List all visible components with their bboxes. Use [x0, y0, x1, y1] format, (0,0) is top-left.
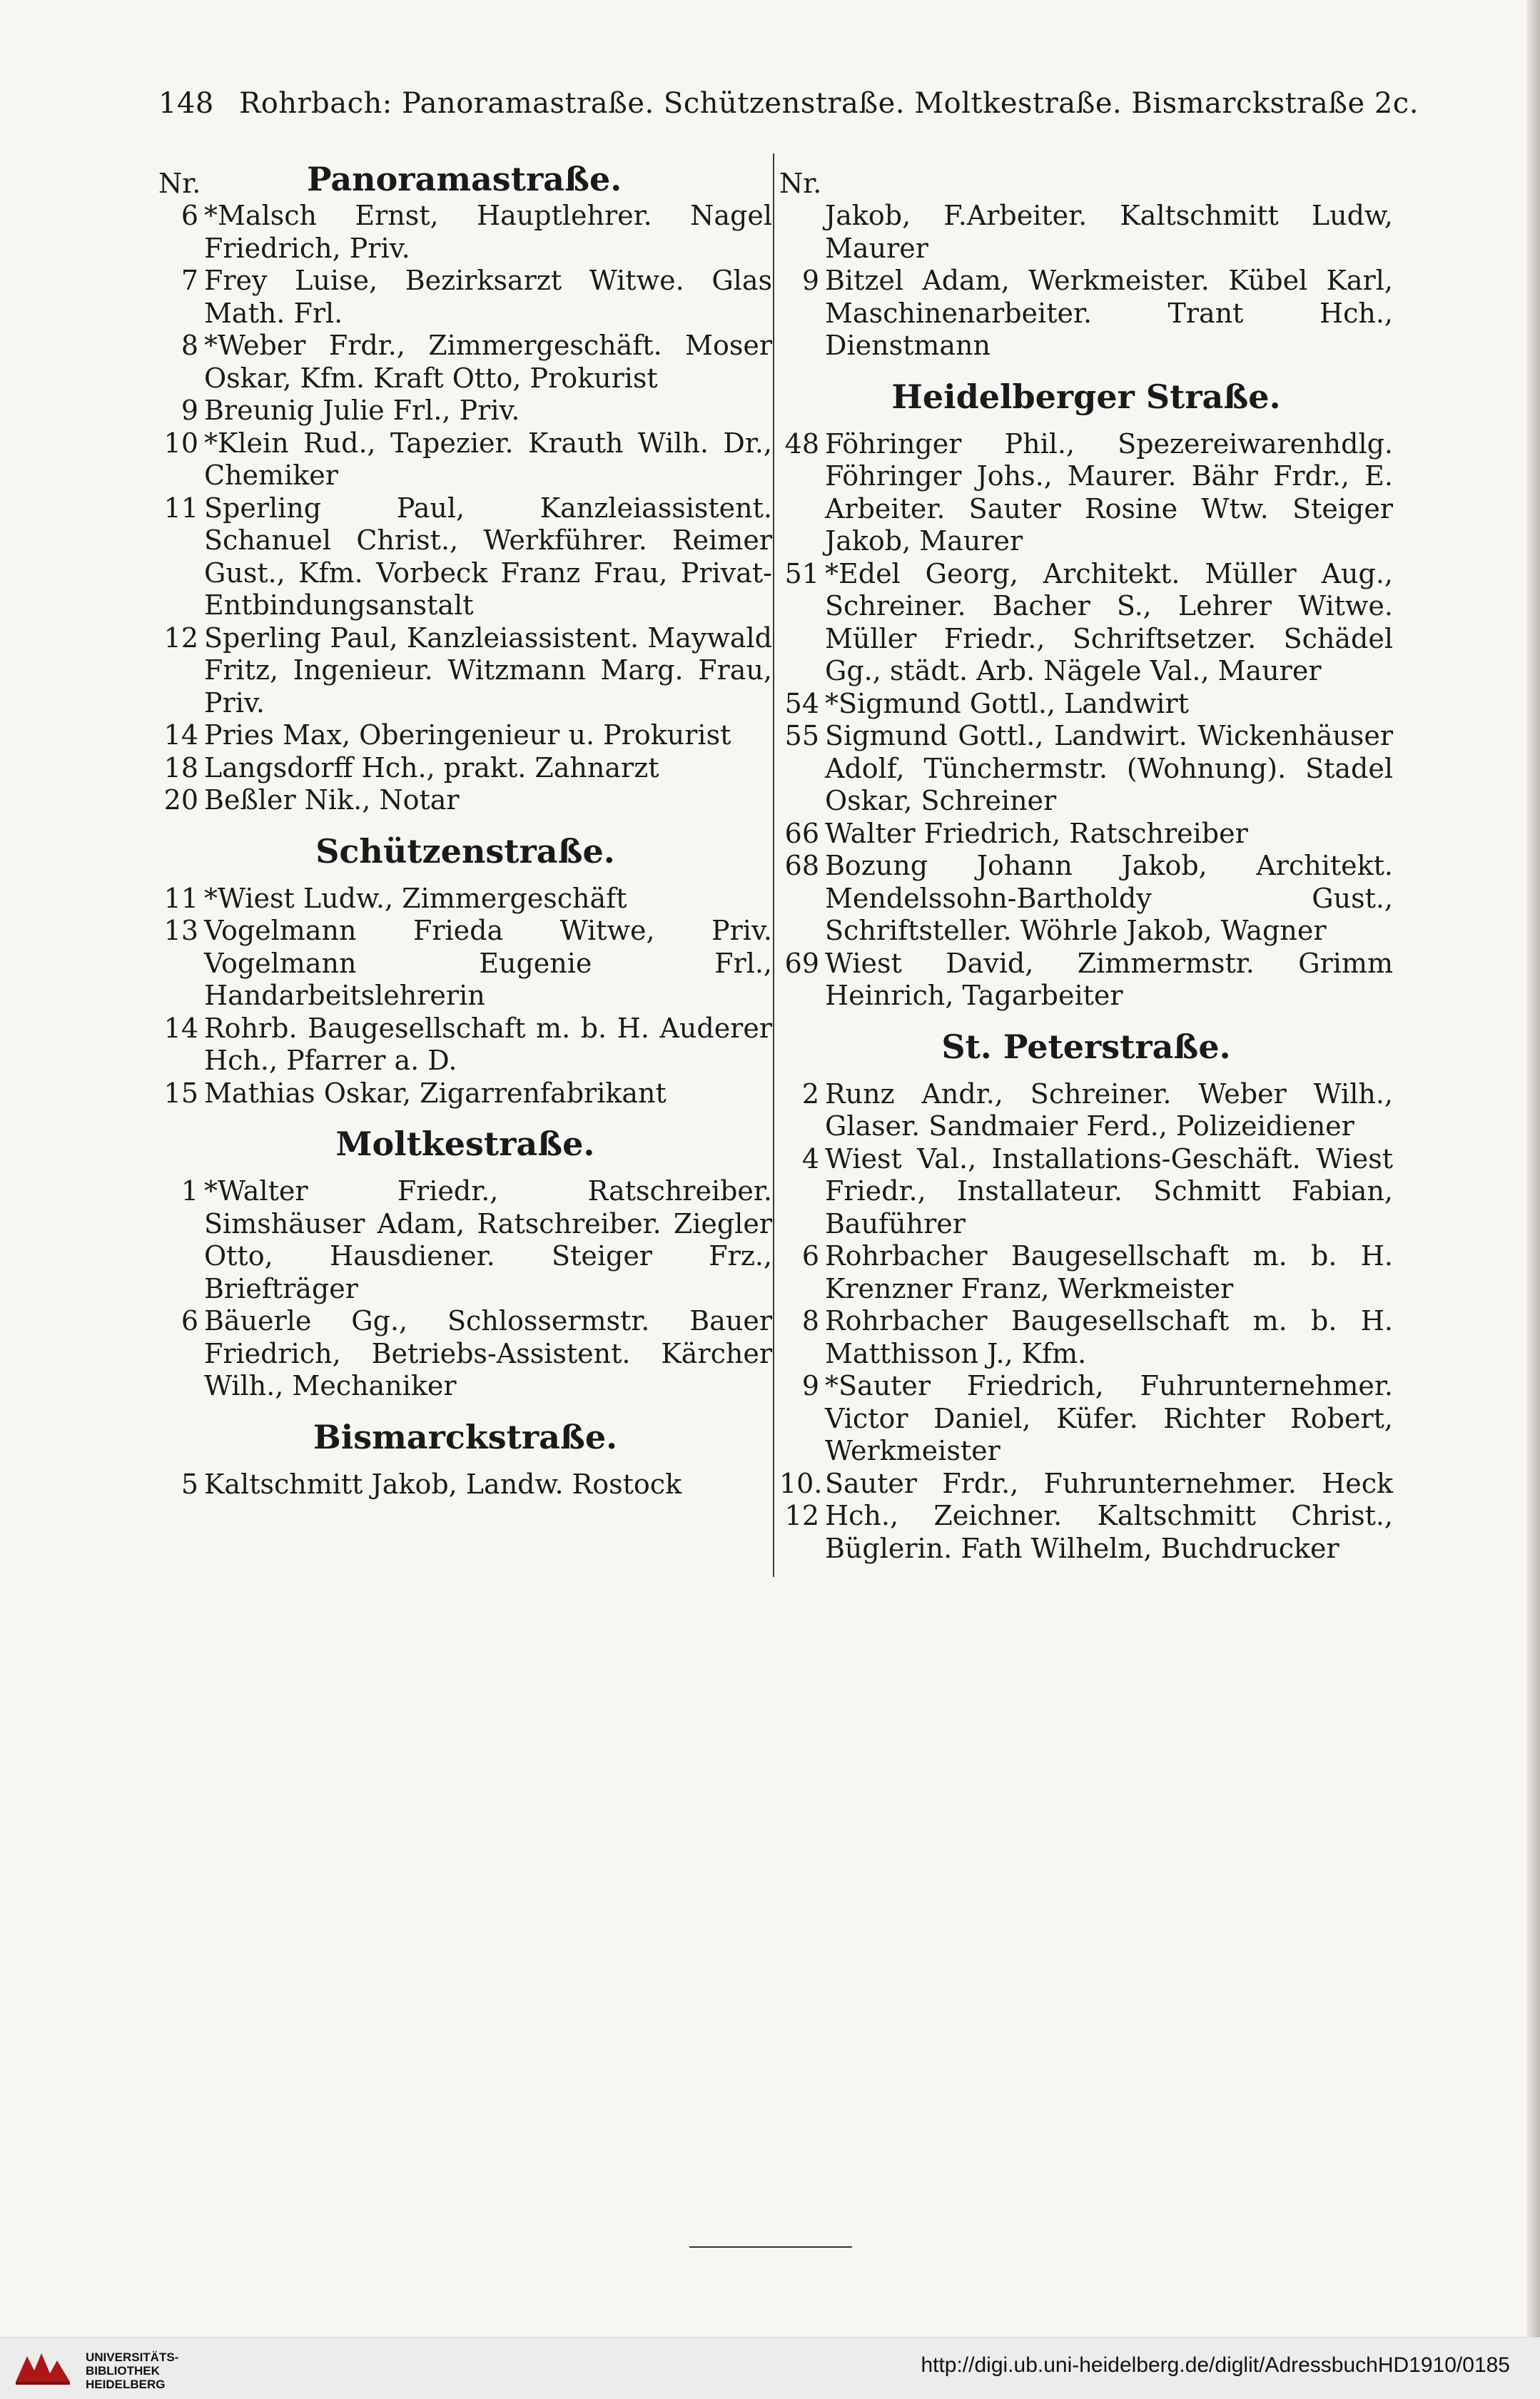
house-number: 9: [801, 265, 819, 296]
entry-text: Sigmund Gottl., Landwirt. Wickenhäuser Adolf, Tünchermstr. (Wohnung). Stadel Oskar, Schreiner: [825, 720, 1393, 816]
entry-text: Rohrbacher Baugesellschaft m. b. H. Krenzner Franz, Werkmeister: [825, 1240, 1393, 1304]
entry-text: Frey Luise, Bezirksarzt Witwe. Glas Math. Frl.: [204, 265, 772, 329]
entry-text: *Malsch Ernst, Hauptlehrer. Nagel Friedrich, Priv.: [204, 200, 772, 264]
house-number: 10. 12: [779, 1467, 823, 1531]
entry-text: *Edel Georg, Architekt. Müller Aug., Schreiner. Bacher S., Lehrer Witwe. Müller Friedr., Schriftsetzer. Schädel Gg., städt. Arb. Nägele Val., Maurer: [825, 557, 1393, 686]
directory-entry: [779, 1370, 1393, 1468]
entry-text: Langsdorff Hch., prakt. Zahnarzt: [204, 751, 659, 783]
directory-entry: [779, 1305, 1393, 1370]
library-logo-icon: [10, 2349, 74, 2389]
house-number: 15: [163, 1077, 198, 1109]
left-column: [158, 160, 772, 1501]
house-number: 54: [784, 687, 819, 719]
entry-text: Wiest David, Zimmermstr. Grimm Heinrich, Tagarbeiter: [825, 947, 1393, 1011]
house-number: 20: [163, 784, 198, 816]
entry-text: *Klein Rud., Tapezier. Krauth Wilh. Dr., Chemiker: [204, 427, 772, 491]
entry-text: Bitzel Adam, Werkmeister. Kübel Karl, Maschinenarbeiter. Trant Hch., Dienstmann: [825, 265, 1393, 361]
directory-entry: [779, 818, 1393, 851]
directory-entry: [158, 1305, 772, 1403]
directory-entry: [779, 850, 1393, 948]
section-title: Schützenstraße.: [315, 831, 615, 871]
house-number: 55: [784, 720, 819, 751]
entry-text: Vogelmann Frieda Witwe, Priv. Vogelmann Eugenie Frl., Handarbeitslehrerin: [204, 915, 772, 1011]
entry-text: Mathias Oskar, Zigarrenfabrikant: [204, 1077, 667, 1109]
house-number: 48: [784, 427, 819, 460]
section-title: St. Peterstraße.: [941, 1027, 1231, 1066]
directory-entry: [779, 1468, 1393, 1566]
directory-entry: [779, 688, 1393, 721]
directory-entry: [779, 1240, 1393, 1305]
right-nr-header: [779, 168, 1393, 200]
house-number: 5: [181, 1468, 198, 1500]
directory-entry: [158, 492, 772, 622]
page-header-title: Rohrbach: Panoramastraße. Schützenstraße. Moltkestraße. Bismarckstraße 2c.: [239, 87, 1419, 120]
institution-line: HEIDELBERG: [86, 2378, 166, 2391]
house-number: 13: [163, 915, 198, 946]
house-number: 51: [784, 557, 819, 589]
directory-entry: [779, 200, 1393, 265]
directory-entry: [158, 265, 772, 330]
right-column: [779, 168, 1393, 1565]
end-rule: [689, 2246, 852, 2248]
directory-entry: [158, 1077, 772, 1110]
entry-text: Sperling Paul, Kanzleiassistent. Schanuel Christ., Werkführer. Reimer Gust., Kfm. Vorbeck Franz Frau, Privat-Entbindungsanstalt: [204, 492, 772, 621]
footer-bar: [0, 2337, 1540, 2399]
house-number: 8: [801, 1305, 819, 1337]
directory-entry: [158, 200, 772, 265]
house-number: 7: [181, 265, 198, 296]
entry-text: *Weber Frdr., Zimmergeschäft. Moser Oskar, Kfm. Kraft Otto, Prokurist: [204, 330, 772, 394]
column-divider: [773, 153, 774, 1577]
directory-entry: [158, 915, 772, 1013]
directory-entry: [779, 428, 1393, 558]
entry-text: Sperling Paul, Kanzleiassistent. Maywald Fritz, Ingenieur. Witzmann Marg. Frau, Priv.: [204, 622, 772, 719]
entry-text: Jakob, F.Arbeiter. Kaltschmitt Ludw, Maurer: [825, 200, 1393, 264]
entry-text: Walter Friedrich, Ratschreiber: [825, 817, 1248, 849]
entry-text: Wiest Val., Installations-Geschäft. Wiest Friedr., Installateur. Schmitt Fabian, Bauführer: [825, 1142, 1393, 1239]
directory-entry: [779, 720, 1393, 818]
page-edge: [1527, 0, 1540, 2398]
house-number: 2: [801, 1077, 819, 1110]
directory-entry: [779, 558, 1393, 688]
directory-entry: [158, 395, 772, 427]
house-number: 14: [163, 1012, 198, 1044]
directory-entry: [158, 622, 772, 720]
entry-text: *Sauter Friedrich, Fuhrunternehmer. Victor Daniel, Küfer. Richter Robert, Werkmeister: [825, 1370, 1393, 1466]
directory-entry: [779, 1143, 1393, 1241]
section-title: Heidelberger Straße.: [891, 377, 1281, 416]
house-number: 11: [163, 882, 198, 914]
entry-text: Runz Andr., Schreiner. Weber Wilh., Glaser. Sandmaier Ferd., Polizeidiener: [825, 1077, 1393, 1142]
house-number: 9: [181, 395, 198, 426]
entry-text: Beßler Nik., Notar: [204, 784, 460, 816]
running-head: [158, 87, 1419, 120]
section-title: Moltkestraße.: [335, 1125, 595, 1163]
directory-entry: [158, 1469, 772, 1501]
entry-text: *Wiest Ludw., Zimmergeschäft: [204, 882, 627, 914]
left-nr-header: [158, 160, 772, 200]
institution-line: UNIVERSITÄTS-: [86, 2350, 179, 2364]
entry-text: Sauter Frdr., Fuhrunternehmer. Heck Hch., Zeichner. Kaltschmitt Christ., Büglerin. Fath Wilhelm, Buchdrucker: [825, 1467, 1393, 1564]
source-url[interactable]: http://digi.ub.uni-heidelberg.de/diglit/AdressbuchHD1910/0185: [921, 2353, 1510, 2377]
entry-text: Rohrb. Baugesellschaft m. b. H. Auderer Hch., Pfarrer a. D.: [204, 1012, 772, 1076]
house-number: 6: [181, 1305, 198, 1337]
section-title: Bismarckstraße.: [313, 1417, 618, 1456]
directory-entry: [158, 883, 772, 916]
house-number: 66: [784, 817, 819, 849]
house-number: 11: [163, 492, 198, 524]
house-number: 14: [163, 719, 198, 751]
directory-entry: [158, 719, 772, 752]
directory-entry: [779, 1078, 1393, 1143]
directory-entry: [158, 784, 772, 817]
entry-text: Kaltschmitt Jakob, Landw. Rostock: [204, 1468, 682, 1500]
house-number: 69: [784, 947, 819, 979]
directory-entry: [158, 1013, 772, 1077]
house-number: 12: [163, 622, 198, 654]
entry-text: Pries Max, Oberingenieur u. Prokurist: [204, 719, 731, 751]
house-number: 6: [801, 1240, 819, 1272]
entry-text: Bäuerle Gg., Schlossermstr. Bauer Friedrich, Betriebs-Assistent. Kärcher Wilh., Mechaniker: [204, 1305, 772, 1401]
directory-entry: [158, 330, 772, 395]
house-number: 10: [163, 427, 198, 459]
entry-text: Föhringer Phil., Spezereiwarenhdlg. Föhringer Johs., Maurer. Bähr Frdr., E. Arbeiter. Sauter Rosine Wtw. Steiger Jakob, Maurer: [825, 427, 1393, 557]
entry-text: Rohrbacher Baugesellschaft m. b. H. Matthisson J., Kfm.: [825, 1305, 1393, 1369]
section-title: Panoramastraße.: [307, 160, 622, 198]
directory-entry: [158, 1175, 772, 1305]
institution-line: BIBLIOTHEK: [86, 2364, 160, 2378]
page-number: 148: [158, 87, 214, 120]
entry-text: *Sigmund Gottl., Landwirt: [825, 687, 1189, 719]
nr-label: Nr.: [158, 168, 201, 199]
house-number: 18: [163, 751, 198, 783]
entry-text: Breunig Julie Frl., Priv.: [204, 395, 520, 426]
directory-entry: [158, 752, 772, 785]
entry-text: *Walter Friedr., Ratschreiber. Simshäuser Adam, Ratschreiber. Ziegler Otto, Hausdiener. Steiger Frz., Briefträger: [204, 1175, 772, 1304]
nr-label: Nr.: [779, 168, 822, 199]
directory-entry: [779, 265, 1393, 362]
house-number: 6: [181, 200, 198, 231]
entry-text: Bozung Johann Jakob, Architekt. Mendelssohn-Bartholdy Gust., Schriftsteller. Wöhrle Jakob, Wagner: [825, 850, 1393, 946]
house-number: 1: [181, 1175, 198, 1207]
house-number: 9: [801, 1370, 819, 1401]
house-number: 4: [801, 1142, 819, 1175]
house-number: 68: [784, 850, 819, 881]
house-number: 8: [181, 330, 198, 361]
directory-entry: [158, 427, 772, 492]
directory-entry: [779, 948, 1393, 1013]
institution-name: [86, 2350, 178, 2391]
